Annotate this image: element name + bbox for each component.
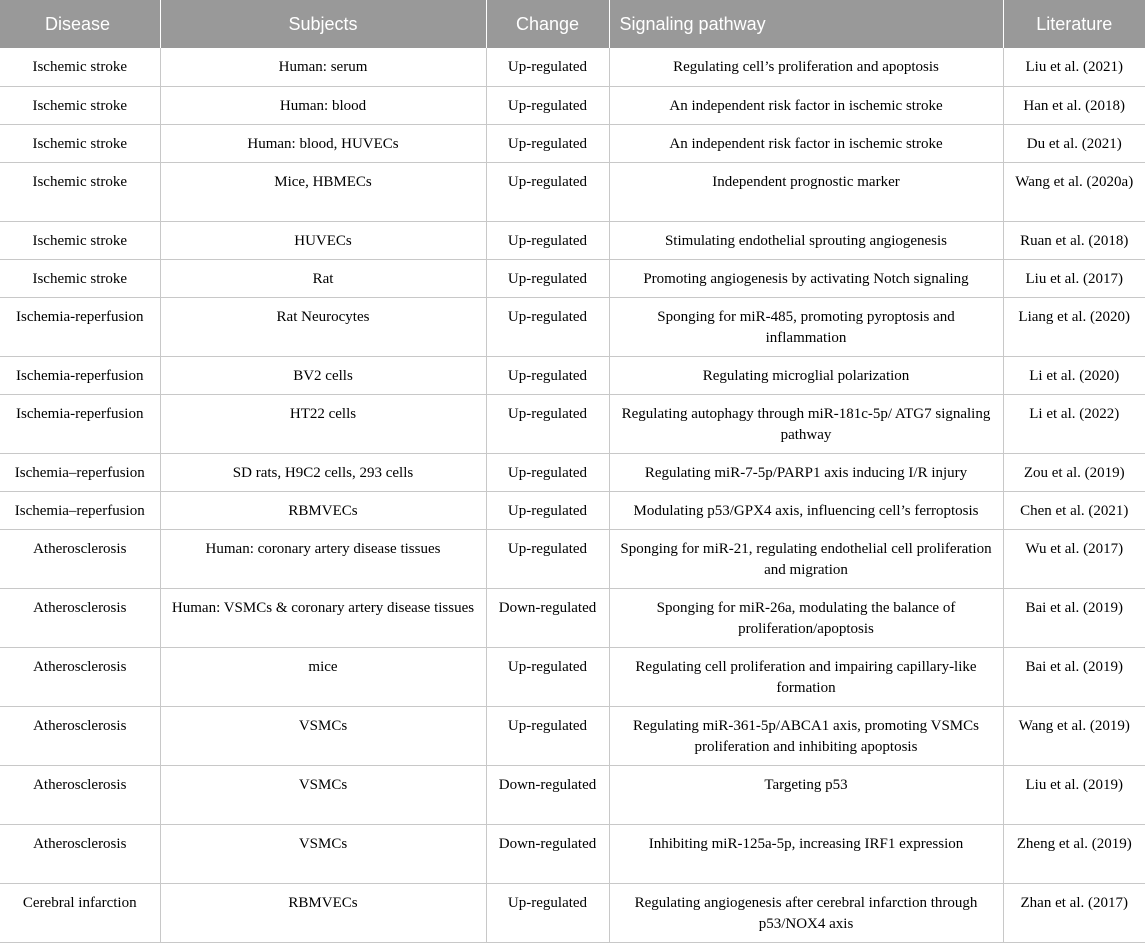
cell-literature: Liu et al. (2021) (1003, 48, 1145, 86)
table-row (0, 491, 1145, 529)
cell-literature: Bai et al. (2019) (1003, 588, 1145, 647)
cell-disease: Ischemic stroke (0, 48, 160, 86)
cell-pathway: Regulating angiogenesis after cerebral infarction through p53/NOX4 axis (609, 883, 1003, 942)
cell-subjects: RBMVECs (160, 883, 486, 942)
table-row (0, 221, 1145, 259)
cell-disease: Ischemic stroke (0, 86, 160, 124)
cell-literature: Wu et al. (2017) (1003, 529, 1145, 588)
cell-disease: Ischemic stroke (0, 221, 160, 259)
cell-change: Down-regulated (486, 765, 609, 824)
cell-change: Up-regulated (486, 297, 609, 356)
cell-disease: Atherosclerosis (0, 765, 160, 824)
cell-change: Up-regulated (486, 356, 609, 394)
cell-subjects: Rat (160, 259, 486, 297)
table-row (0, 765, 1145, 824)
cell-subjects: HUVECs (160, 221, 486, 259)
cell-change: Up-regulated (486, 647, 609, 706)
table-row (0, 647, 1145, 706)
cell-change: Up-regulated (486, 394, 609, 453)
cell-disease: Ischemia–reperfusion (0, 491, 160, 529)
cell-disease: Ischemia-reperfusion (0, 356, 160, 394)
cell-subjects: HT22 cells (160, 394, 486, 453)
cell-disease: Ischemia-reperfusion (0, 297, 160, 356)
cell-disease: Atherosclerosis (0, 824, 160, 883)
cell-change: Up-regulated (486, 706, 609, 765)
cell-pathway: Sponging for miR-26a, modulating the balance of proliferation/apoptosis (609, 588, 1003, 647)
cell-disease: Ischemic stroke (0, 124, 160, 162)
cell-subjects: Human: serum (160, 48, 486, 86)
cell-subjects: Human: VSMCs & coronary artery disease tissues (160, 588, 486, 647)
table-row (0, 706, 1145, 765)
table-row (0, 124, 1145, 162)
cell-change: Up-regulated (486, 124, 609, 162)
cell-pathway: Modulating p53/GPX4 axis, influencing cell’s ferroptosis (609, 491, 1003, 529)
table-row (0, 356, 1145, 394)
cell-pathway: Regulating miR-7-5p/PARP1 axis inducing I/R injury (609, 453, 1003, 491)
table-row (0, 162, 1145, 221)
table-row (0, 297, 1145, 356)
table-row (0, 394, 1145, 453)
table-body (0, 48, 1145, 942)
cell-subjects: Mice, HBMECs (160, 162, 486, 221)
cell-pathway: Regulating cell’s proliferation and apoptosis (609, 48, 1003, 86)
cell-disease: Ischemic stroke (0, 162, 160, 221)
cell-literature: Liu et al. (2019) (1003, 765, 1145, 824)
cell-change: Up-regulated (486, 259, 609, 297)
cell-change: Up-regulated (486, 491, 609, 529)
cell-pathway: Regulating cell proliferation and impairing capillary-like formation (609, 647, 1003, 706)
table-row (0, 824, 1145, 883)
cell-disease: Ischemia-reperfusion (0, 394, 160, 453)
cell-change: Up-regulated (486, 48, 609, 86)
cell-pathway: Independent prognostic marker (609, 162, 1003, 221)
cell-pathway: An independent risk factor in ischemic stroke (609, 86, 1003, 124)
header-disease: Disease (0, 0, 160, 48)
cell-literature: Ruan et al. (2018) (1003, 221, 1145, 259)
cell-subjects: VSMCs (160, 824, 486, 883)
cell-literature: Chen et al. (2021) (1003, 491, 1145, 529)
header-literature: Literature (1003, 0, 1145, 48)
table-row (0, 588, 1145, 647)
cell-pathway: Regulating microglial polarization (609, 356, 1003, 394)
cell-subjects: BV2 cells (160, 356, 486, 394)
cell-subjects: RBMVECs (160, 491, 486, 529)
table-row (0, 529, 1145, 588)
cell-literature: Bai et al. (2019) (1003, 647, 1145, 706)
cell-disease: Atherosclerosis (0, 529, 160, 588)
cell-change: Up-regulated (486, 529, 609, 588)
cell-pathway: Stimulating endothelial sprouting angiogenesis (609, 221, 1003, 259)
cell-literature: Du et al. (2021) (1003, 124, 1145, 162)
cell-pathway: Sponging for miR-21, regulating endothelial cell proliferation and migration (609, 529, 1003, 588)
cell-subjects: mice (160, 647, 486, 706)
cell-change: Up-regulated (486, 162, 609, 221)
cell-disease: Ischemia–reperfusion (0, 453, 160, 491)
cell-change: Up-regulated (486, 86, 609, 124)
header-signaling-pathway: Signaling pathway (609, 0, 1003, 48)
cell-subjects: VSMCs (160, 706, 486, 765)
table-row (0, 259, 1145, 297)
cell-change: Up-regulated (486, 883, 609, 942)
cell-subjects: Rat Neurocytes (160, 297, 486, 356)
header-subjects: Subjects (160, 0, 486, 48)
cell-literature: Zou et al. (2019) (1003, 453, 1145, 491)
cell-subjects: Human: blood, HUVECs (160, 124, 486, 162)
cell-pathway: An independent risk factor in ischemic stroke (609, 124, 1003, 162)
cell-literature: Liang et al. (2020) (1003, 297, 1145, 356)
cell-change: Up-regulated (486, 221, 609, 259)
cell-pathway: Regulating autophagy through miR-181c-5p/ ATG7 signaling pathway (609, 394, 1003, 453)
cell-literature: Wang et al. (2020a) (1003, 162, 1145, 221)
cell-disease: Atherosclerosis (0, 588, 160, 647)
cell-subjects: Human: blood (160, 86, 486, 124)
cell-subjects: SD rats, H9C2 cells, 293 cells (160, 453, 486, 491)
cell-pathway: Promoting angiogenesis by activating Notch signaling (609, 259, 1003, 297)
header-row (0, 0, 1145, 48)
cell-disease: Atherosclerosis (0, 647, 160, 706)
cell-pathway: Targeting p53 (609, 765, 1003, 824)
cell-literature: Li et al. (2022) (1003, 394, 1145, 453)
cell-disease: Cerebral infarction (0, 883, 160, 942)
cell-literature: Wang et al. (2019) (1003, 706, 1145, 765)
table-row (0, 86, 1145, 124)
cell-change: Down-regulated (486, 588, 609, 647)
cell-disease: Atherosclerosis (0, 706, 160, 765)
cell-disease: Ischemic stroke (0, 259, 160, 297)
table-row (0, 883, 1145, 942)
cell-pathway: Sponging for miR-485, promoting pyroptosis and inflammation (609, 297, 1003, 356)
cell-pathway: Regulating miR-361-5p/ABCA1 axis, promoting VSMCs proliferation and inhibiting apoptosis (609, 706, 1003, 765)
cell-literature: Li et al. (2020) (1003, 356, 1145, 394)
cell-change: Down-regulated (486, 824, 609, 883)
cell-literature: Zhan et al. (2017) (1003, 883, 1145, 942)
cell-pathway: Inhibiting miR-125a-5p, increasing IRF1 expression (609, 824, 1003, 883)
cell-change: Up-regulated (486, 453, 609, 491)
cell-literature: Zheng et al. (2019) (1003, 824, 1145, 883)
cell-literature: Han et al. (2018) (1003, 86, 1145, 124)
cell-literature: Liu et al. (2017) (1003, 259, 1145, 297)
cell-subjects: Human: coronary artery disease tissues (160, 529, 486, 588)
table-row (0, 48, 1145, 86)
table-row (0, 453, 1145, 491)
cell-subjects: VSMCs (160, 765, 486, 824)
header-change: Change (486, 0, 609, 48)
